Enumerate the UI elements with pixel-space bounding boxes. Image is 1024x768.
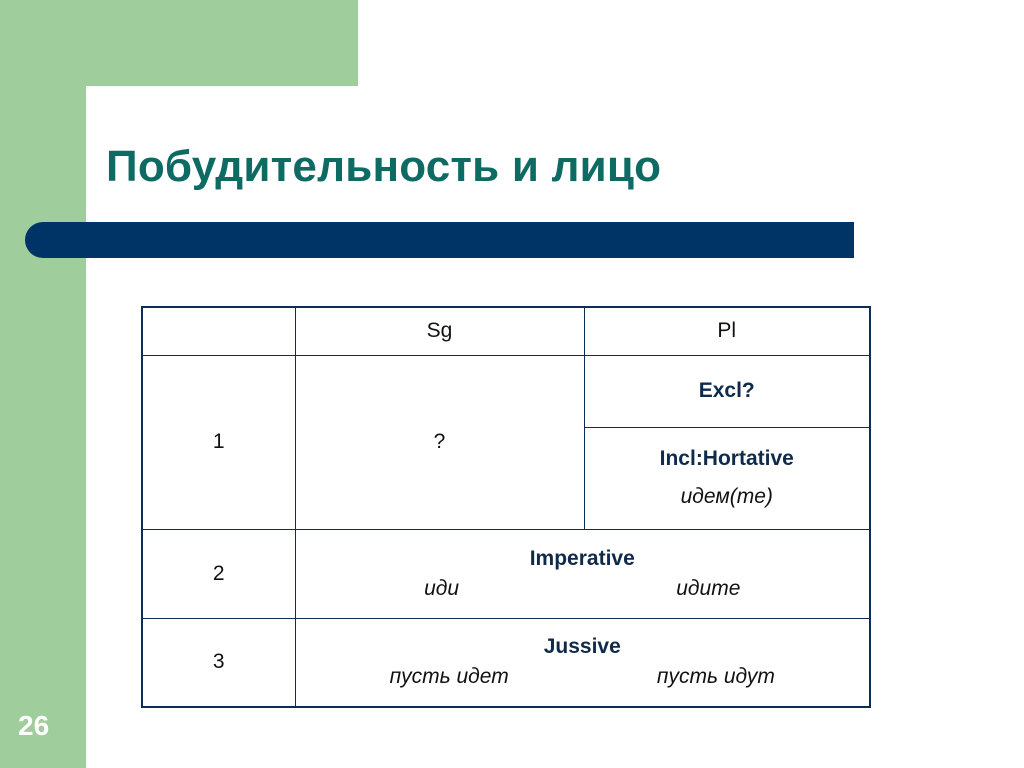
title-underline-bar	[25, 222, 854, 258]
slide-title: Побудительность и лицо	[106, 142, 662, 191]
table-row-person-3	[142, 618, 870, 707]
incl-cell	[584, 427, 870, 529]
excl-cell: Excl?	[584, 355, 870, 427]
imperative-cell	[295, 529, 870, 618]
table-row-person-1	[142, 355, 870, 427]
table-header-row	[142, 307, 870, 355]
person-1-cell: 1	[142, 355, 295, 529]
content-corner	[86, 86, 146, 146]
person-2-cell: 2	[142, 529, 295, 618]
slide-number: 26	[18, 710, 50, 741]
table-row-person-2	[142, 529, 870, 618]
jussive-sg-form: пусть идет	[389, 665, 509, 689]
imperative-label: Imperative	[529, 546, 635, 570]
imperative-sg-form: иди	[424, 576, 460, 600]
header-pl-cell: Pl	[584, 307, 870, 355]
jussive-pl-form: пусть идут	[656, 665, 775, 689]
top-green-block	[0, 0, 358, 86]
incl-label: Incl:Hortative	[659, 447, 794, 470]
jussive-cell	[295, 618, 870, 707]
person-1-sg-cell: ?	[295, 355, 584, 529]
person-table	[141, 306, 871, 708]
left-green-strip	[0, 0, 86, 768]
header-sg-cell: Sg	[295, 307, 584, 355]
incl-form: идем(те)	[680, 485, 773, 508]
imperative-pl-form: идите	[676, 576, 741, 600]
person-3-cell: 3	[142, 618, 295, 707]
header-corner-cell	[142, 307, 295, 355]
jussive-label: Jussive	[543, 635, 621, 659]
